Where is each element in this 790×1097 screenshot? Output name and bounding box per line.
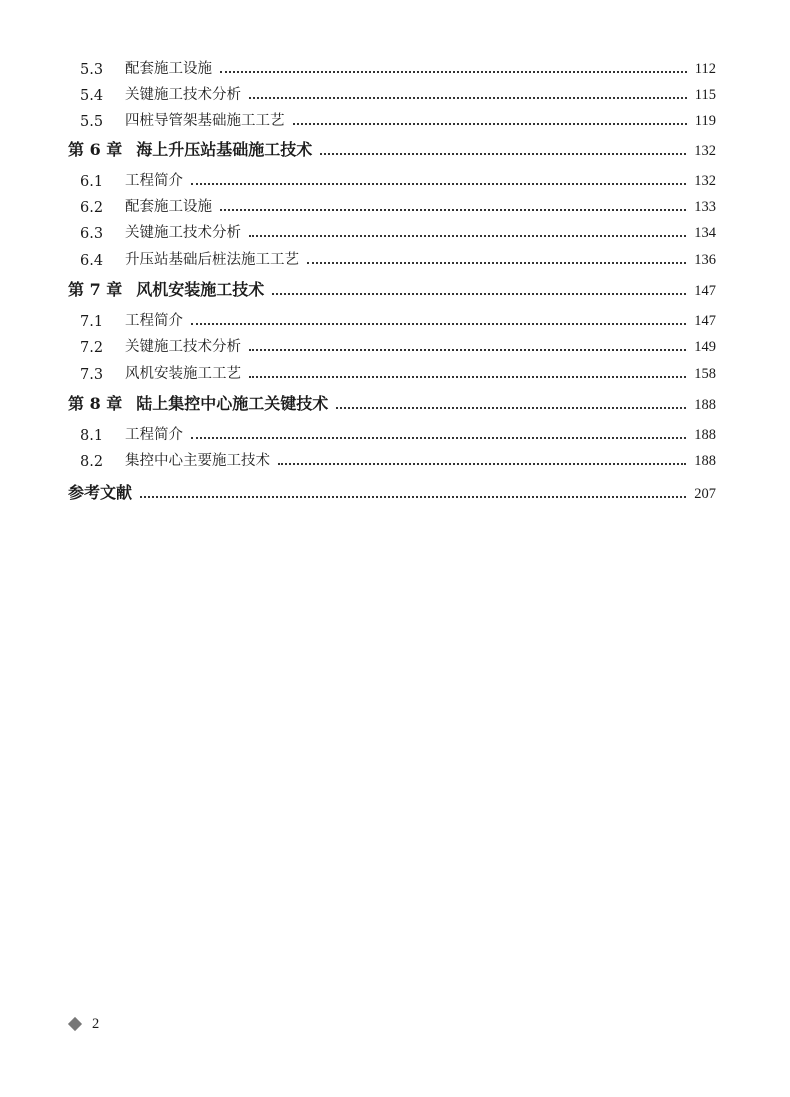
toc-section-entry[interactable] [80, 220, 716, 242]
toc-section-entry[interactable] [80, 361, 716, 383]
dot-leader [249, 97, 687, 99]
toc-entry-page: 149 [694, 339, 716, 355]
dot-leader [191, 323, 686, 325]
dot-leader [307, 262, 686, 264]
toc-entry-number: 第 7 章 [68, 280, 123, 299]
toc-entry-page: 133 [694, 199, 716, 215]
toc-chapter-entry[interactable] [68, 278, 716, 300]
toc-section-entry[interactable] [80, 308, 716, 330]
dot-leader [336, 407, 686, 409]
dot-leader [220, 71, 687, 73]
toc-entry-title: 四桩导管架基础施工工艺 [125, 113, 285, 129]
toc-entry-page: 134 [694, 225, 716, 241]
toc-entry-page: 115 [694, 87, 716, 103]
toc-entry-title: 关键施工技术分析 [125, 225, 241, 241]
toc-section-entry[interactable] [80, 334, 716, 356]
toc-entry-page: 147 [694, 283, 716, 299]
toc-entry-page: 147 [694, 313, 716, 329]
toc-entry-title: 风机安装施工工艺 [125, 366, 241, 382]
dot-leader [220, 209, 686, 211]
toc-entry-number: 8.2 [80, 454, 104, 470]
toc-entry-page: 188 [694, 427, 716, 443]
toc-entry-number: 第 6 章 [68, 140, 123, 159]
page-number: 2 [92, 1015, 100, 1032]
dot-leader [249, 349, 686, 351]
toc-entry-number: 7.2 [80, 340, 104, 356]
toc-entry-page: 207 [694, 486, 716, 502]
toc-entry-title: 配套施工设施 [125, 61, 212, 77]
toc-section-entry[interactable] [80, 108, 716, 130]
toc-section-entry[interactable] [80, 194, 716, 216]
toc-entry-title: 海上升压站基础施工技术 [136, 140, 313, 159]
dot-leader [191, 437, 686, 439]
toc-chapter-entry[interactable] [68, 392, 716, 414]
toc-entry-page: 188 [694, 397, 716, 413]
toc-entry-page: 132 [694, 143, 716, 159]
toc-entry-number: 第 8 章 [68, 394, 123, 413]
toc-chapter-entry[interactable] [68, 138, 716, 160]
toc-entry-number: 6.2 [80, 200, 104, 216]
dot-leader [191, 183, 686, 185]
toc-entry-number: 6.1 [80, 174, 104, 190]
toc-entry-page: 119 [694, 113, 716, 129]
dot-leader [249, 235, 686, 237]
toc-entry-title: 工程简介 [125, 313, 183, 329]
dot-leader [249, 376, 686, 378]
toc-references-entry[interactable] [68, 481, 716, 503]
dot-leader [272, 293, 686, 295]
dot-leader [140, 496, 686, 498]
toc-entry-number: 7.3 [80, 367, 104, 383]
dot-leader [320, 153, 686, 155]
toc-section-entry[interactable] [80, 82, 716, 104]
toc-entry-page: 188 [694, 453, 716, 469]
toc-entry-page: 132 [694, 173, 716, 189]
page-footer [68, 1014, 99, 1034]
dot-leader [293, 123, 687, 125]
toc-section-entry[interactable] [80, 247, 716, 269]
toc-entry-number: 5.4 [80, 88, 104, 104]
dot-leader [278, 463, 686, 465]
toc-entry-number: 5.5 [80, 114, 104, 130]
toc-entry-number: 6.3 [80, 226, 104, 242]
toc-section-entry[interactable] [80, 168, 716, 190]
toc-entry-title: 升压站基础后桩法施工工艺 [125, 252, 299, 268]
toc-entry-title: 关键施工技术分析 [125, 87, 241, 103]
diamond-icon [68, 1017, 82, 1031]
toc-entry-number: 5.3 [80, 62, 104, 78]
toc-entry-title: 风机安装施工技术 [136, 280, 265, 299]
toc-entry-number: 6.4 [80, 253, 104, 269]
toc-entry-page: 158 [694, 366, 716, 382]
toc-entry-title: 参考文献 [68, 483, 133, 502]
toc-section-entry[interactable] [80, 56, 716, 78]
toc-entry-page: 112 [694, 61, 716, 77]
toc-entry-number: 8.1 [80, 428, 104, 444]
toc-section-entry[interactable] [80, 422, 716, 444]
toc-entry-title: 工程简介 [125, 173, 183, 189]
toc-entry-title: 陆上集控中心施工关键技术 [136, 394, 329, 413]
toc-entry-title: 关键施工技术分析 [125, 339, 241, 355]
toc-section-entry[interactable] [80, 448, 716, 470]
toc-entry-title: 工程简介 [125, 427, 183, 443]
toc-entry-title: 配套施工设施 [125, 199, 212, 215]
toc-entry-number: 7.1 [80, 314, 104, 330]
toc-entry-page: 136 [694, 252, 716, 268]
toc-entry-title: 集控中心主要施工技术 [125, 453, 270, 469]
